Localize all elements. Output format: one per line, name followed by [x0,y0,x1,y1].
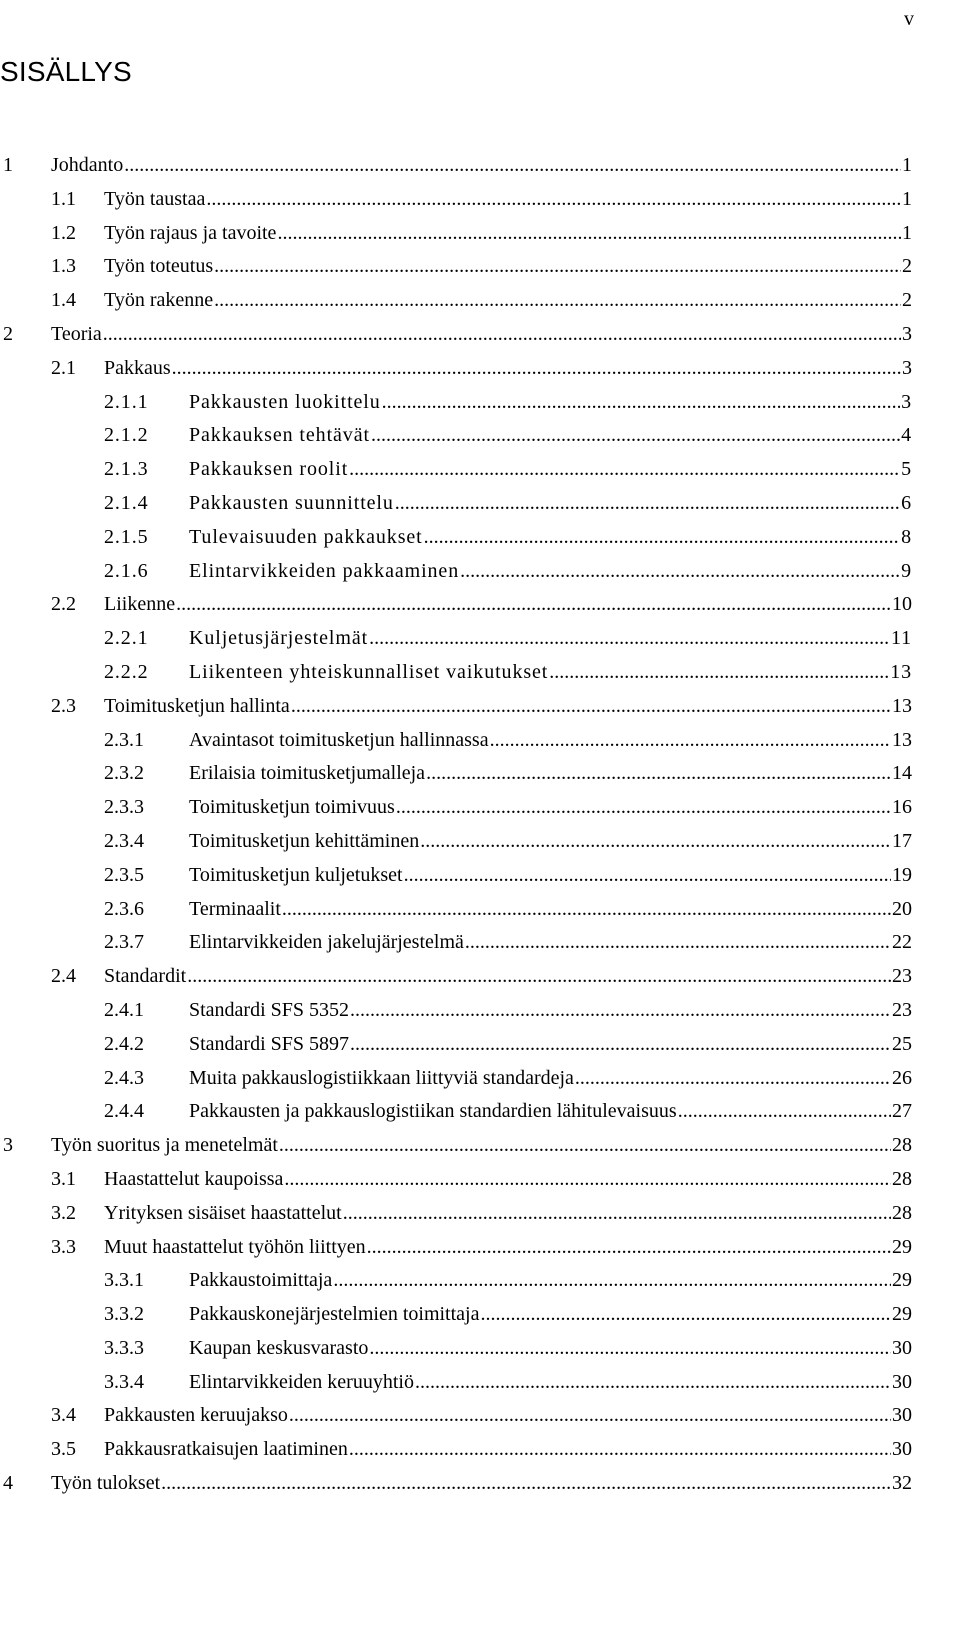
toc-entry-line [189,926,912,960]
toc-entry[interactable] [0,588,912,622]
toc-dot-leader [460,555,900,589]
toc-entry-page: 1 [902,187,912,210]
toc-dot-leader [103,318,901,352]
toc-dot-leader [284,1163,891,1197]
toc-entry[interactable] [0,352,912,386]
toc-entry-title: Toimitusketjun kuljetukset [189,863,403,886]
toc-entry-page: 28 [892,1201,912,1224]
toc-entry-title: Työn rajaus ja tavoite [104,221,277,244]
toc-dot-leader [404,859,891,893]
toc-entry-page: 13 [890,660,912,683]
toc-entry-line [104,1197,912,1231]
toc-entry-title: Muut haastattelut työhön liittyen [104,1235,366,1258]
toc-entry-page: 22 [892,931,912,954]
toc-entry-line [189,994,912,1028]
toc-entry-page: 2 [902,289,912,312]
toc-entry-line [189,757,912,791]
toc-entry-number: 2.1.2 [104,424,149,447]
toc-entry-page: 9 [901,559,912,582]
toc-entry-line [104,960,912,994]
toc-entry-line [189,1095,912,1129]
toc-entry-title: Pakkaus [104,356,171,379]
toc-entry-line [189,487,912,521]
toc-entry[interactable] [0,724,912,758]
toc-entry-line [104,588,912,622]
toc-entry-title: Elintarvikkeiden pakkaaminen [189,559,460,582]
toc-entry[interactable] [0,1366,912,1400]
toc-entry-line [104,690,912,724]
toc-entry[interactable] [0,622,912,656]
toc-entry-title: Pakkausratkaisujen laatiminen [104,1438,348,1461]
toc-entry-number: 2.2 [51,593,76,616]
toc-entry-number: 2.3.4 [104,829,144,852]
toc-entry[interactable] [0,318,912,352]
toc-entry-number: 3.3 [51,1235,76,1258]
toc-entry-number: 1 [3,154,13,176]
toc-entry-line [51,1467,912,1501]
toc-entry-page: 29 [892,1303,912,1326]
toc-entry-line [104,284,912,318]
toc-dot-leader [282,893,891,927]
toc-entry-line [189,386,912,420]
toc-dot-leader [172,352,901,386]
toc-entry-title: Kaupan keskusvarasto [189,1336,369,1359]
toc-entry-title: Liikenteen yhteiskunnalliset vaikutukset [189,660,549,683]
toc-entry-line [104,183,912,217]
toc-entry[interactable] [0,149,912,183]
toc-entry-number: 2.4.1 [104,998,144,1021]
toc-entry-page: 17 [892,829,912,852]
toc-entry-page: 4 [901,424,912,447]
toc-entry-line [189,622,912,656]
toc-entry-number: 2.3.6 [104,897,144,920]
toc-entry-page: 3 [901,390,912,413]
toc-entry-page: 29 [892,1269,912,1292]
toc-entry[interactable] [0,1062,912,1096]
toc-entry-number: 2.1.6 [104,559,149,582]
toc-entry-title: Toimitusketjun toimivuus [189,796,395,819]
toc-entry[interactable] [0,521,912,555]
toc-dot-leader [349,453,900,487]
toc-entry[interactable] [0,757,912,791]
toc-entry-title: Työn tulokset [51,1472,161,1495]
toc-entry-line [189,1298,912,1332]
toc-dot-leader [369,622,890,656]
toc-entry-number: 2.1 [51,356,76,379]
toc-entry[interactable] [0,859,912,893]
toc-dot-leader [490,724,891,758]
toc-entry-page: 2 [902,255,912,278]
toc-entry-line [51,318,912,352]
toc-dot-leader [214,284,901,318]
toc-entry-title: Haastattelut kaupoissa [104,1167,284,1190]
toc-entry-number: 2.1.3 [104,458,149,481]
toc-entry-title: Standardit [104,965,187,988]
toc-entry[interactable] [0,1467,912,1501]
toc-entry-line [189,791,912,825]
toc-dot-leader [343,1197,891,1231]
toc-entry-title: Pakkausten luokittelu [189,390,381,413]
toc-entry-page: 28 [892,1134,912,1157]
toc-entry-number: 2.2.2 [104,660,149,683]
toc-dot-leader [277,217,901,251]
toc-dot-leader [350,994,891,1028]
toc-entry-line [104,1399,912,1433]
toc-entry-number: 2.4.2 [104,1032,144,1055]
toc-entry-page: 30 [892,1370,912,1393]
toc-entry-page: 25 [892,1032,912,1055]
toc-entry-page: 20 [892,897,912,920]
toc-dot-leader [420,825,891,859]
toc-entry-title: Pakkauksen roolit [189,458,349,481]
toc-dot-leader [395,487,900,521]
toc-heading: SISÄLLYS [0,56,132,87]
toc-entry-number: 3.1 [51,1167,76,1190]
toc-entry[interactable] [0,690,912,724]
toc-entry-page: 1 [902,154,912,176]
toc-dot-leader [291,690,891,724]
toc-entry-page: 3 [902,356,912,379]
toc-entry[interactable] [0,183,912,217]
toc-entry-page: 27 [892,1100,912,1123]
toc-entry[interactable] [0,284,912,318]
toc-entry-number: 2.4.4 [104,1100,144,1123]
toc-entry-number: 1.2 [51,221,76,244]
toc-entry-line [104,352,912,386]
toc-entry[interactable] [0,217,912,251]
toc-entry-line [189,419,912,453]
toc-entry-title: Johdanto [51,154,124,176]
toc-entry-number: 2.2.1 [104,627,149,650]
toc-entry-title: Työn suoritus ja menetelmät [51,1134,278,1157]
table-of-contents [0,149,912,1501]
toc-dot-leader [396,791,891,825]
toc-entry-line [189,859,912,893]
toc-entry-page: 32 [892,1472,912,1495]
toc-entry-line [189,1062,912,1096]
toc-entry-page: 3 [902,322,912,345]
toc-entry[interactable] [0,825,912,859]
toc-entry-line [189,1332,912,1366]
toc-entry-line [104,1163,912,1197]
toc-entry-line [104,1231,912,1265]
page-number: v [904,8,914,30]
toc-entry-title: Avaintasot toimitusketjun hallinnassa [189,728,489,751]
toc-entry-title: Teoria [51,322,102,345]
toc-entry[interactable] [0,1129,912,1163]
toc-entry-title: Elintarvikkeiden keruuyhtiö [189,1370,414,1393]
toc-entry-page: 8 [901,525,912,548]
toc-entry-title: Terminaalit [189,897,281,920]
toc-entry-page: 1 [902,221,912,244]
toc-entry-page: 16 [892,796,912,819]
toc-entry-page: 30 [892,1438,912,1461]
toc-entry-number: 3.3.3 [104,1336,144,1359]
toc-entry-page: 28 [892,1167,912,1190]
toc-entry-page: 29 [892,1235,912,1258]
toc-entry-number: 2.3.1 [104,728,144,751]
toc-dot-leader [289,1399,891,1433]
toc-entry-title: Pakkausten keruujakso [104,1404,288,1427]
toc-dot-leader [176,588,891,622]
toc-entry-title: Toimitusketjun hallinta [104,694,290,717]
toc-entry-title: Työn taustaa [104,187,206,210]
toc-entry-number: 1.4 [51,289,76,312]
toc-entry-number: 2.1.4 [104,491,149,514]
toc-entry-page: 14 [892,762,912,785]
toc-entry[interactable] [0,791,912,825]
toc-entry[interactable] [0,893,912,927]
toc-entry-title: Työn toteutus [104,255,214,278]
toc-dot-leader [382,386,900,420]
toc-dot-leader [333,1264,891,1298]
toc-entry-line [189,1264,912,1298]
toc-entry[interactable] [0,960,912,994]
toc-entry-title: Pakkausten ja pakkauslogistiikan standardien lähitulevaisuus [189,1100,677,1123]
toc-entry-title: Elintarvikkeiden jakelujärjestelmä [189,931,464,954]
toc-dot-leader [426,757,891,791]
toc-entry[interactable] [0,386,912,420]
toc-entry-page: 10 [892,593,912,616]
toc-entry-page: 11 [890,627,912,650]
toc-entry-number: 2.1.1 [104,390,149,413]
toc-dot-leader [369,1332,891,1366]
toc-entry-title: Pakkausten suunnittelu [189,491,394,514]
toc-entry[interactable] [0,1028,912,1062]
toc-entry-line [104,1433,912,1467]
toc-entry-page: 13 [892,694,912,717]
toc-dot-leader [424,521,900,555]
toc-dot-leader [279,1129,891,1163]
toc-entry[interactable] [0,1163,912,1197]
toc-entry-line [189,825,912,859]
toc-dot-leader [549,656,889,690]
toc-dot-leader [371,419,900,453]
toc-entry-line [189,453,912,487]
toc-entry-page: 30 [892,1404,912,1427]
toc-entry-title: Muita pakkauslogistiikkaan liittyviä standardeja [189,1066,574,1089]
toc-entry-number: 2.1.5 [104,525,149,548]
toc-entry[interactable] [0,994,912,1028]
toc-entry-line [189,724,912,758]
toc-entry-line [189,656,912,690]
toc-dot-leader [124,149,901,183]
toc-dot-leader [480,1298,891,1332]
toc-entry-title: Erilaisia toimitusketjumalleja [189,762,426,785]
toc-dot-leader [187,960,891,994]
toc-entry-number: 3.2 [51,1201,76,1224]
toc-entry-line [104,217,912,251]
toc-entry-number: 3.4 [51,1404,76,1427]
toc-entry[interactable] [0,1298,912,1332]
toc-entry-number: 3.3.4 [104,1370,144,1393]
toc-entry-page: 5 [901,458,912,481]
toc-entry-line [51,149,912,183]
toc-dot-leader [206,183,901,217]
toc-entry-number: 1.1 [51,187,76,210]
toc-entry-number: 2.3.2 [104,762,144,785]
toc-entry[interactable] [0,1197,912,1231]
toc-entry-line [189,521,912,555]
toc-entry-title: Standardi SFS 5352 [189,998,350,1021]
toc-dot-leader [161,1467,891,1501]
toc-entry-number: 3.3.2 [104,1303,144,1326]
toc-entry-title: Toimitusketjun kehittäminen [189,829,420,852]
toc-entry-number: 2.4.3 [104,1066,144,1089]
toc-entry-page: 26 [892,1066,912,1089]
toc-entry[interactable] [0,250,912,284]
toc-entry[interactable] [0,487,912,521]
toc-dot-leader [575,1062,891,1096]
toc-entry-line [189,555,912,589]
toc-dot-leader [214,250,901,284]
toc-entry[interactable] [0,656,912,690]
toc-entry-title: Yrityksen sisäiset haastattelut [104,1201,342,1224]
toc-dot-leader [367,1231,891,1265]
toc-entry[interactable] [0,1433,912,1467]
toc-entry-number: 3.3.1 [104,1269,144,1292]
toc-entry-title: Pakkauskonejärjestelmien toimittaja [189,1303,480,1326]
toc-entry[interactable] [0,555,912,589]
toc-entry-title: Pakkauksen tehtävät [189,424,370,447]
toc-entry-number: 4 [3,1472,13,1495]
toc-entry-title: Tulevaisuuden pakkaukset [189,525,423,548]
toc-dot-leader [678,1095,891,1129]
toc-entry-number: 2.3.3 [104,796,144,819]
toc-dot-leader [415,1366,891,1400]
toc-entry-title: Standardi SFS 5897 [189,1032,350,1055]
toc-entry-number: 2.4 [51,965,76,988]
toc-entry-number: 3 [3,1134,13,1157]
toc-entry-line [51,1129,912,1163]
toc-dot-leader [349,1433,891,1467]
toc-entry[interactable] [0,1332,912,1366]
toc-entry-line [104,250,912,284]
toc-entry-page: 6 [901,491,912,514]
toc-entry-number: 1.3 [51,255,76,278]
toc-entry[interactable] [0,1095,912,1129]
toc-entry[interactable] [0,1231,912,1265]
toc-entry-page: 23 [892,998,912,1021]
toc-entry[interactable] [0,1399,912,1433]
toc-entry-line [189,893,912,927]
toc-entry-number: 2.3.5 [104,863,144,886]
toc-entry[interactable] [0,926,912,960]
toc-entry-title: Pakkaustoimittaja [189,1269,333,1292]
toc-entry-number: 3.5 [51,1438,76,1461]
toc-entry-number: 2.3 [51,694,76,717]
toc-entry[interactable] [0,453,912,487]
toc-entry[interactable] [0,1264,912,1298]
toc-entry-page: 13 [892,728,912,751]
toc-dot-leader [350,1028,891,1062]
toc-dot-leader [465,926,891,960]
toc-entry-line [189,1366,912,1400]
toc-entry-title: Työn rakenne [104,289,214,312]
toc-entry-page: 19 [892,863,912,886]
toc-entry-page: 23 [892,965,912,988]
toc-entry[interactable] [0,419,912,453]
toc-entry-number: 2.3.7 [104,931,144,954]
toc-entry-page: 30 [892,1336,912,1359]
toc-entry-title: Liikenne [104,593,176,616]
toc-entry-title: Kuljetusjärjestelmät [189,627,369,650]
toc-entry-number: 2 [3,322,13,345]
toc-entry-line [189,1028,912,1062]
